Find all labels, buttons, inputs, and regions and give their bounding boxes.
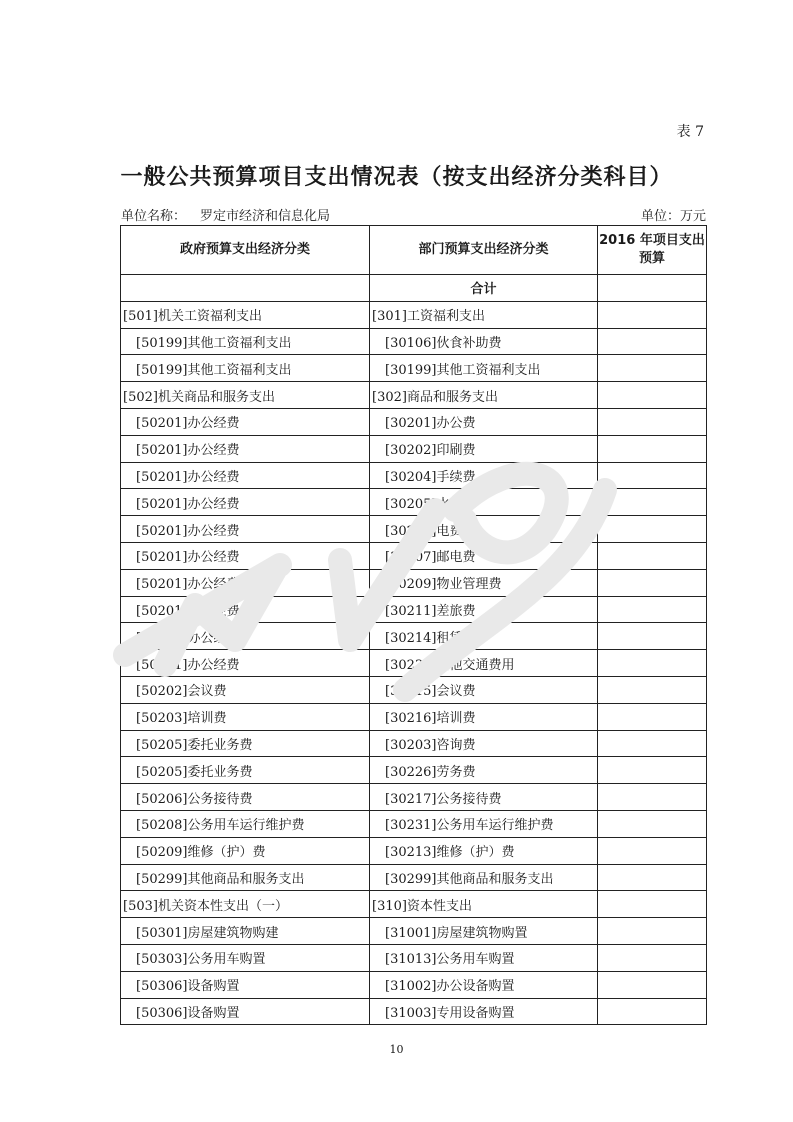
gov-category-cell: [50205]委托业务费 bbox=[121, 757, 370, 784]
amount-cell bbox=[598, 596, 707, 623]
table-row bbox=[121, 864, 707, 891]
gov-category-cell: [50303]公务用车购置 bbox=[121, 944, 370, 971]
amount-cell bbox=[598, 971, 707, 998]
total-gov-cell bbox=[121, 275, 370, 302]
amount-cell bbox=[598, 918, 707, 945]
dept-category-cell: [30213]维修（护）费 bbox=[370, 837, 598, 864]
col-header-gov: 政府预算支出经济分类 bbox=[121, 226, 370, 275]
gov-category-cell: [50201]办公经费 bbox=[121, 489, 370, 516]
dept-category-cell: [30299]其他商品和服务支出 bbox=[370, 864, 598, 891]
page-title: 一般公共预算项目支出情况表（按支出经济分类科目） bbox=[120, 165, 673, 190]
table-row bbox=[121, 623, 707, 650]
gov-category-cell: [50201]办公经费 bbox=[121, 542, 370, 569]
table-row bbox=[121, 596, 707, 623]
table-row bbox=[121, 784, 707, 811]
total-amount-cell bbox=[598, 275, 707, 302]
col-header-dept: 部门预算支出经济分类 bbox=[370, 226, 598, 275]
gov-category-cell: [50299]其他商品和服务支出 bbox=[121, 864, 370, 891]
amount-cell bbox=[598, 703, 707, 730]
dept-category-cell: [30199]其他工资福利支出 bbox=[370, 355, 598, 382]
amount-cell bbox=[598, 730, 707, 757]
table-number: 表 7 bbox=[676, 124, 704, 140]
table-row bbox=[121, 837, 707, 864]
amount-cell bbox=[598, 998, 707, 1025]
table-row bbox=[121, 703, 707, 730]
col-header-amount: 2016 年项目支出预算 bbox=[598, 226, 707, 275]
dept-category-cell: [30239]其他交通费用 bbox=[370, 650, 598, 677]
dept-category-cell: [30215]会议费 bbox=[370, 676, 598, 703]
amount-cell bbox=[598, 623, 707, 650]
amount-cell bbox=[598, 516, 707, 543]
gov-category-cell: [502]机关商品和服务支出 bbox=[121, 382, 370, 409]
gov-category-cell: [50199]其他工资福利支出 bbox=[121, 355, 370, 382]
gov-category-cell: [50201]办公经费 bbox=[121, 569, 370, 596]
gov-category-cell: [50203]培训费 bbox=[121, 703, 370, 730]
dept-category-cell: [310]资本性支出 bbox=[370, 891, 598, 918]
gov-category-cell: [50201]办公经费 bbox=[121, 435, 370, 462]
dept-category-cell: [30106]伙食补助费 bbox=[370, 328, 598, 355]
dept-category-cell: [30216]培训费 bbox=[370, 703, 598, 730]
amount-cell bbox=[598, 650, 707, 677]
dept-category-cell: [31001]房屋建筑物购置 bbox=[370, 918, 598, 945]
gov-category-cell: [50201]办公经费 bbox=[121, 408, 370, 435]
amount-cell bbox=[598, 864, 707, 891]
amount-cell bbox=[598, 944, 707, 971]
unit-label: 单位名称： bbox=[121, 209, 187, 224]
gov-category-cell: [50209]维修（护）费 bbox=[121, 837, 370, 864]
gov-category-cell: [50201]办公经费 bbox=[121, 516, 370, 543]
amount-cell bbox=[598, 328, 707, 355]
table-row bbox=[121, 408, 707, 435]
table-row bbox=[121, 650, 707, 677]
dept-category-cell: [30209]物业管理费 bbox=[370, 569, 598, 596]
gov-category-cell: [50201]办公经费 bbox=[121, 650, 370, 677]
amount-cell bbox=[598, 408, 707, 435]
gov-category-cell: [50201]办公经费 bbox=[121, 623, 370, 650]
gov-category-cell: [50306]设备购置 bbox=[121, 971, 370, 998]
table-row bbox=[121, 489, 707, 516]
table-row bbox=[121, 810, 707, 837]
dept-category-cell: [30203]咨询费 bbox=[370, 730, 598, 757]
amount-cell bbox=[598, 355, 707, 382]
table-row bbox=[121, 998, 707, 1025]
dept-category-cell: [302]商品和服务支出 bbox=[370, 382, 598, 409]
total-row bbox=[121, 275, 707, 302]
dept-category-cell: [30205]水费 bbox=[370, 489, 598, 516]
dept-category-cell: [30207]邮电费 bbox=[370, 542, 598, 569]
table-row bbox=[121, 301, 707, 328]
table-row bbox=[121, 891, 707, 918]
gov-category-cell: [50205]委托业务费 bbox=[121, 730, 370, 757]
amount-cell bbox=[598, 784, 707, 811]
amount-cell bbox=[598, 891, 707, 918]
table-row bbox=[121, 676, 707, 703]
amount-cell bbox=[598, 569, 707, 596]
table-row bbox=[121, 516, 707, 543]
table-row bbox=[121, 730, 707, 757]
gov-category-cell: [50206]公务接待费 bbox=[121, 784, 370, 811]
table-row bbox=[121, 328, 707, 355]
dept-category-cell: [30217]公务接待费 bbox=[370, 784, 598, 811]
dept-category-cell: [30226]劳务费 bbox=[370, 757, 598, 784]
dept-category-cell: [30202]印刷费 bbox=[370, 435, 598, 462]
dept-category-cell: [31013]公务用车购置 bbox=[370, 944, 598, 971]
gov-category-cell: [50202]会议费 bbox=[121, 676, 370, 703]
budget-table bbox=[120, 225, 707, 1025]
dept-category-cell: [30206]电费 bbox=[370, 516, 598, 543]
table-row bbox=[121, 542, 707, 569]
unit-name: 罗定市经济和信息化局 bbox=[200, 209, 331, 224]
gov-category-cell: [50201]办公经费 bbox=[121, 596, 370, 623]
gov-category-cell: [501]机关工资福利支出 bbox=[121, 301, 370, 328]
table-row bbox=[121, 757, 707, 784]
table-row bbox=[121, 918, 707, 945]
dept-category-cell: [31003]专用设备购置 bbox=[370, 998, 598, 1025]
amount-cell bbox=[598, 382, 707, 409]
page-number: 10 bbox=[389, 1043, 404, 1056]
table-row bbox=[121, 569, 707, 596]
dept-category-cell: [30231]公务用车运行维护费 bbox=[370, 810, 598, 837]
gov-category-cell: [50208]公务用车运行维护费 bbox=[121, 810, 370, 837]
amount-cell bbox=[598, 757, 707, 784]
table-row bbox=[121, 382, 707, 409]
gov-category-cell: [50201]办公经费 bbox=[121, 462, 370, 489]
amount-cell bbox=[598, 462, 707, 489]
total-label: 合计 bbox=[370, 275, 598, 302]
dept-category-cell: [30201]办公费 bbox=[370, 408, 598, 435]
table-row bbox=[121, 355, 707, 382]
amount-cell bbox=[598, 810, 707, 837]
amount-cell bbox=[598, 837, 707, 864]
table-row bbox=[121, 944, 707, 971]
currency-unit: 单位：万元 bbox=[640, 209, 706, 224]
amount-cell bbox=[598, 301, 707, 328]
table-row bbox=[121, 462, 707, 489]
amount-cell bbox=[598, 435, 707, 462]
gov-category-cell: [503]机关资本性支出（一） bbox=[121, 891, 370, 918]
gov-category-cell: [50306]设备购置 bbox=[121, 998, 370, 1025]
gov-category-cell: [50199]其他工资福利支出 bbox=[121, 328, 370, 355]
table-header-row bbox=[121, 226, 707, 275]
table-row bbox=[121, 435, 707, 462]
dept-category-cell: [301]工资福利支出 bbox=[370, 301, 598, 328]
unit-info bbox=[121, 205, 330, 224]
amount-cell bbox=[598, 542, 707, 569]
dept-category-cell: [30211]差旅费 bbox=[370, 596, 598, 623]
dept-category-cell: [30214]租赁费 bbox=[370, 623, 598, 650]
dept-category-cell: [30204]手续费 bbox=[370, 462, 598, 489]
gov-category-cell: [50301]房屋建筑物购建 bbox=[121, 918, 370, 945]
amount-cell bbox=[598, 676, 707, 703]
amount-cell bbox=[598, 489, 707, 516]
table-row bbox=[121, 971, 707, 998]
dept-category-cell: [31002]办公设备购置 bbox=[370, 971, 598, 998]
